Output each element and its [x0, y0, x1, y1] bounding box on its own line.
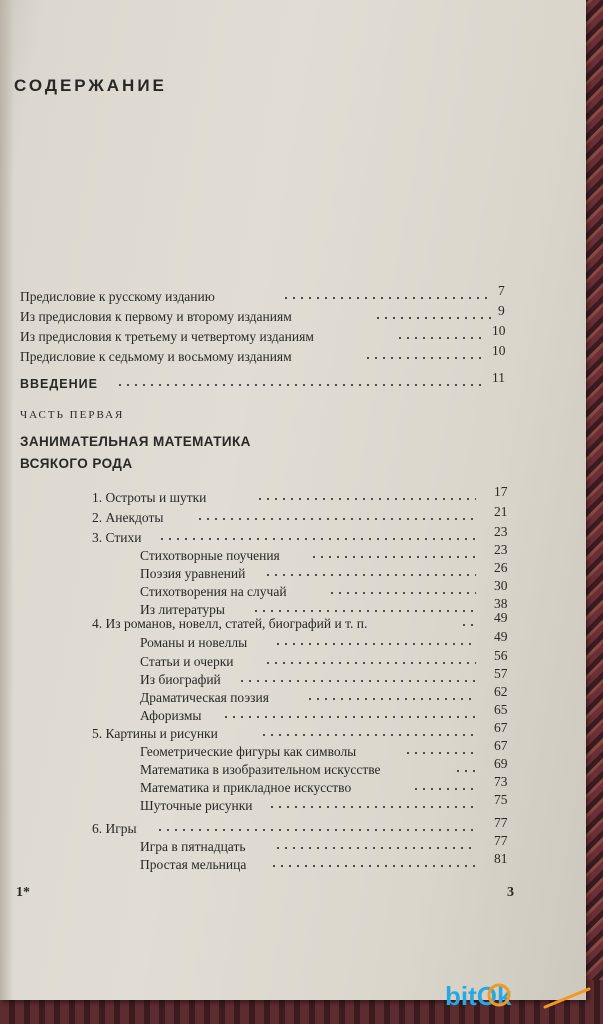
toc-leader [460, 624, 476, 626]
toc-leader [158, 538, 476, 540]
signature-mark: 1* [16, 885, 30, 900]
toc-entry-page: 77 [494, 815, 508, 830]
toc-entry-page: 67 [494, 738, 508, 753]
toc-entry-title: ВВЕДЕНИЕ [20, 377, 98, 391]
toc-row [92, 720, 508, 744]
toc-entry-title: Геометрические фигуры как символы [140, 744, 357, 759]
toc-row [140, 833, 508, 857]
toc-entry-title: Математика в изобразительном искусстве [140, 762, 381, 777]
toc-entry-title: Поэзия уравнений [140, 566, 246, 581]
toc-leader [364, 357, 486, 359]
toc-entry-title: Математика и прикладное искусство [140, 780, 352, 795]
toc-entry-page: 10 [492, 323, 506, 338]
toc-row [92, 504, 508, 528]
toc-entry-page: 49 [494, 629, 508, 644]
watermark-logo [443, 975, 593, 1015]
toc-entry-page: 23 [494, 542, 508, 557]
toc-leader [256, 498, 476, 500]
toc-entry-title: Предисловие к русскому изданию [20, 289, 215, 304]
toc-leader [306, 698, 476, 700]
toc-entry-page: 9 [498, 303, 505, 318]
toc-entry-page: 7 [498, 283, 505, 298]
toc-entry-title: Простая мельница [140, 857, 247, 872]
toc-entry-title: Драматическая поэзия [140, 690, 269, 705]
toc-leader [310, 556, 476, 558]
toc-entry-page: 23 [494, 524, 508, 539]
part-title-line: ВСЯКОГО РОДА [20, 456, 133, 471]
toc-entry-page: 73 [494, 774, 508, 789]
toc-entry-title: 2. Анекдоты [92, 510, 164, 525]
toc-row [140, 578, 508, 602]
toc-entry-page: 75 [494, 792, 508, 807]
toc-entry-page: 81 [494, 851, 508, 866]
watermark-swoosh-icon [545, 989, 589, 1007]
toc-leader [396, 337, 486, 339]
toc-entry-page: 17 [494, 484, 508, 499]
toc-row [20, 283, 506, 307]
toc-entry-title: Из предисловия к первому и второму изданиям [20, 309, 292, 324]
toc-entry-title: 1. Остроты и шутки [92, 490, 207, 505]
page-spine-shadow [0, 0, 14, 1000]
toc-row [140, 792, 508, 816]
toc-entry-title: Статьи и очерки [140, 654, 234, 669]
toc-leader [252, 610, 476, 612]
part-title-line: ЗАНИМАТЕЛЬНАЯ МАТЕМАТИКА [20, 434, 251, 449]
toc-entry-title: 3. Стихи [92, 530, 142, 545]
toc-row [140, 560, 508, 584]
toc-entry-title: 6. Игры [92, 821, 137, 836]
toc-entry-page: 10 [492, 343, 506, 358]
toc-entry-page: 56 [494, 648, 508, 663]
toc-entry-page: 67 [494, 720, 508, 735]
toc-entry-page: 69 [494, 756, 508, 771]
toc-entry-page: 49 [494, 610, 508, 625]
toc-leader [274, 847, 476, 849]
toc-leader [238, 680, 476, 682]
toc-row [140, 648, 508, 672]
toc-entry-page: 11 [492, 370, 505, 385]
toc-entry-title: 4. Из романов, новелл, статей, биографий и т. п. [92, 616, 368, 631]
toc-row [140, 684, 508, 708]
toc-leader [260, 734, 476, 736]
toc-row [140, 702, 508, 726]
toc-leader [454, 770, 476, 772]
toc-row [92, 815, 508, 839]
toc-entry-page: 30 [494, 578, 508, 593]
toc-entry-page: 57 [494, 666, 508, 681]
watermark-text: bitOk [445, 981, 512, 1011]
toc-row [140, 774, 508, 798]
toc-leader [374, 317, 492, 319]
toc-row [20, 303, 506, 327]
toc-row [20, 323, 506, 347]
toc-row [140, 542, 508, 566]
toc-row [92, 610, 508, 634]
toc-entry-title: Предисловие к седьмому и восьмому изданиям [20, 349, 292, 364]
part-label: ЧАСТЬ ПЕРВАЯ [20, 409, 125, 421]
toc-leader [196, 518, 476, 520]
toc-entry-page: 62 [494, 684, 508, 699]
toc-leader [156, 829, 476, 831]
toc-row [20, 343, 506, 367]
toc-entry-title: Игра в пятнадцать [140, 839, 246, 854]
page-number: 3 [507, 885, 514, 900]
toc-row [20, 370, 506, 394]
toc-entry-page: 26 [494, 560, 508, 575]
toc-row [140, 851, 508, 875]
toc-row [92, 524, 508, 548]
page-title: СОДЕРЖАНИЕ [14, 76, 167, 95]
toc-entry-page: 77 [494, 833, 508, 848]
toc-leader [116, 384, 486, 386]
toc-entry-title: Из литературы [140, 602, 225, 617]
part-title [20, 431, 251, 475]
toc-row [140, 629, 508, 653]
toc-entry-page: 65 [494, 702, 508, 717]
toc-leader [264, 662, 476, 664]
toc-row [140, 738, 508, 762]
toc-entry-title: Стихотворные поучения [140, 548, 280, 563]
toc-entry-title: Из биографий [140, 672, 221, 687]
toc-entry-page: 21 [494, 504, 508, 519]
toc-leader [222, 716, 476, 718]
toc-entry-title: Романы и новеллы [140, 635, 248, 650]
toc-leader [404, 752, 476, 754]
toc-leader [270, 865, 476, 867]
toc-leader [264, 574, 476, 576]
toc-row [140, 666, 508, 690]
toc-leader [282, 297, 492, 299]
toc-entry-title: 5. Картины и рисунки [92, 726, 218, 741]
toc-row [140, 756, 508, 780]
toc-entry-title: Из предисловия к третьему и четвертому изданиям [20, 329, 314, 344]
toc-row [92, 484, 508, 508]
toc-entry-title: Афоризмы [140, 708, 202, 723]
toc-entry-title: Шуточные рисунки [140, 798, 253, 813]
toc-leader [274, 643, 476, 645]
toc-leader [268, 806, 476, 808]
toc-leader [328, 592, 476, 594]
toc-leader [412, 788, 476, 790]
toc-entry-title: Стихотворения на случай [140, 584, 287, 599]
toc-entry-page: 38 [494, 596, 508, 611]
